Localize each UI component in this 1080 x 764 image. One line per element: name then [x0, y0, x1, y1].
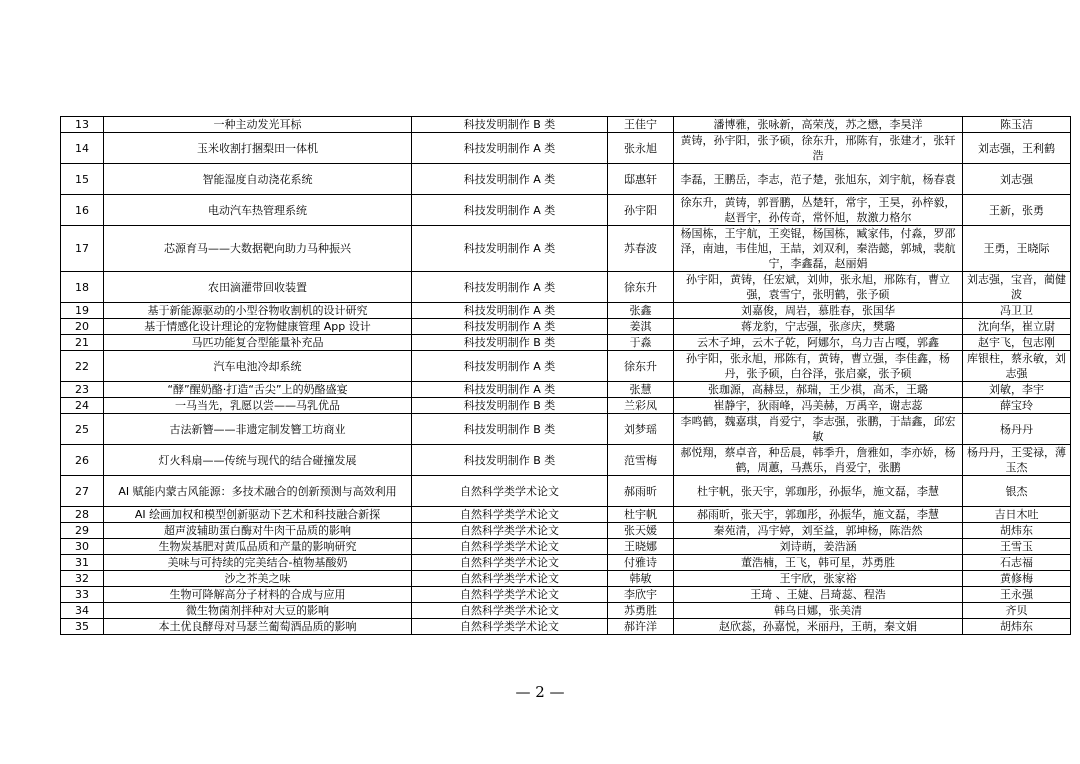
table-row: [61, 587, 1071, 603]
table-row: [61, 382, 1071, 398]
table-row: [61, 414, 1071, 445]
advisor-cell: 胡炜东: [963, 619, 1071, 635]
members-cell: 赵欣蕊，孙嘉悦，米丽丹，王萌，秦文娟: [674, 619, 963, 635]
leader-cell: 杜宇帆: [608, 507, 674, 523]
table-row: [61, 195, 1071, 226]
advisor-cell: 陈玉洁: [963, 117, 1071, 133]
table-row: [61, 351, 1071, 382]
category-cell: 自然科学类学术论文: [412, 571, 608, 587]
project-title-cell: 农田滴灌带回收装置: [104, 272, 412, 303]
members-cell: 王琦 、王婕、吕琦蕊、程浩: [674, 587, 963, 603]
project-title-cell: “酵”醒奶酪·打造“舌尖”上的奶酪盛宴: [104, 382, 412, 398]
table-row: [61, 507, 1071, 523]
leader-cell: 于淼: [608, 335, 674, 351]
leader-cell: 苏勇胜: [608, 603, 674, 619]
category-cell: 自然科学类学术论文: [412, 507, 608, 523]
advisor-cell: 王勇，王晓际: [963, 226, 1071, 272]
project-title-cell: 基于情感化设计理论的宠物健康管理 App 设计: [104, 319, 412, 335]
leader-cell: 付雅诗: [608, 555, 674, 571]
table-row: [61, 523, 1071, 539]
category-cell: 自然科学类学术论文: [412, 523, 608, 539]
project-title-cell: 一马当先，乳愿以尝——马乳优品: [104, 398, 412, 414]
members-cell: 李磊，王鹏岳，李志，范子楚，张旭东，刘宇航，杨春袁: [674, 164, 963, 195]
row-number-cell: 35: [61, 619, 104, 635]
leader-cell: 张鑫: [608, 303, 674, 319]
advisor-cell: 胡炜东: [963, 523, 1071, 539]
category-cell: 自然科学类学术论文: [412, 603, 608, 619]
table-row: [61, 619, 1071, 635]
row-number-cell: 22: [61, 351, 104, 382]
members-cell: 秦苑清，冯宇婷，刘至益，郭坤杨，陈浩然: [674, 523, 963, 539]
category-cell: 科技发明制作 A 类: [412, 303, 608, 319]
category-cell: 科技发明制作 B 类: [412, 398, 608, 414]
table-row: [61, 445, 1071, 476]
project-title-cell: 一种主动发光耳标: [104, 117, 412, 133]
table-row: [61, 117, 1071, 133]
category-cell: 科技发明制作 A 类: [412, 272, 608, 303]
project-title-cell: 生物可降解高分子材料的合成与应用: [104, 587, 412, 603]
advisor-cell: 王雪玉: [963, 539, 1071, 555]
row-number-cell: 27: [61, 476, 104, 507]
project-title-cell: 智能湿度自动浇花系统: [104, 164, 412, 195]
advisor-cell: 黄修梅: [963, 571, 1071, 587]
members-cell: 云木子坤，云木子乾，阿娜尔，乌力吉占嘎，郭鑫: [674, 335, 963, 351]
category-cell: 自然科学类学术论文: [412, 476, 608, 507]
leader-cell: 姜淇: [608, 319, 674, 335]
leader-cell: 韩敏: [608, 571, 674, 587]
project-title-cell: 汽车电池冷却系统: [104, 351, 412, 382]
row-number-cell: 31: [61, 555, 104, 571]
row-number-cell: 18: [61, 272, 104, 303]
table-row: [61, 539, 1071, 555]
category-cell: 科技发明制作 B 类: [412, 117, 608, 133]
leader-cell: 苏春波: [608, 226, 674, 272]
project-title-cell: 生物炭基肥对黄瓜品质和产量的影响研究: [104, 539, 412, 555]
leader-cell: 张慧: [608, 382, 674, 398]
table-row: [61, 398, 1071, 414]
table-row: [61, 272, 1071, 303]
members-cell: 杜宇帆，张天宇，郭珈彤，孙振华，施文磊，李慧: [674, 476, 963, 507]
row-number-cell: 21: [61, 335, 104, 351]
members-cell: 杨国栋，王宇航，王奕锟，杨国栋，臧家伟，付淼，罗邵泽，南迪，韦佳旭，王喆，刘双利，秦浩懿，郭城，裴航宁，李鑫磊，赵丽娟: [674, 226, 963, 272]
row-number-cell: 32: [61, 571, 104, 587]
category-cell: 科技发明制作 A 类: [412, 133, 608, 164]
members-cell: 孙宇阳，张永旭，邢陈有，黄铸，曹立强，李佳鑫，杨丹，张予硕，白谷泽，张启豪，张予硕: [674, 351, 963, 382]
category-cell: 科技发明制作 A 类: [412, 351, 608, 382]
category-cell: 科技发明制作 B 类: [412, 335, 608, 351]
table-row: [61, 476, 1071, 507]
leader-cell: 郝许洋: [608, 619, 674, 635]
leader-cell: 李欣宇: [608, 587, 674, 603]
members-cell: 韩乌日娜，张美清: [674, 603, 963, 619]
row-number-cell: 28: [61, 507, 104, 523]
members-cell: 潘博雅，张咏新，高荣茂，苏之懋，李昊洋: [674, 117, 963, 133]
project-title-cell: AI 绘画加权和模型创新驱动下艺术和科技融合新探: [104, 507, 412, 523]
category-cell: 科技发明制作 A 类: [412, 195, 608, 226]
advisor-cell: 刘志强: [963, 164, 1071, 195]
table-row: [61, 303, 1071, 319]
members-cell: 崔静宇，狄雨峰，冯美赫，万禹辛，谢志蕊: [674, 398, 963, 414]
table-row: [61, 319, 1071, 335]
category-cell: 科技发明制作 B 类: [412, 445, 608, 476]
leader-cell: 邸惠轩: [608, 164, 674, 195]
category-cell: 自然科学类学术论文: [412, 619, 608, 635]
members-cell: 刘诗萌，姜浩涵: [674, 539, 963, 555]
members-cell: 郝悦翔，蔡卓音，种岳晨，韩季升，詹雅如，李亦娇，杨鹤，周蕙，马燕乐，肖爱宁，张鹏: [674, 445, 963, 476]
advisor-cell: 银杰: [963, 476, 1071, 507]
members-cell: 孙宇阳，黄铸，任宏斌，刘帅，张永旭，邢陈有，曹立强，袁雪宁，张明鹤，张予硕: [674, 272, 963, 303]
project-title-cell: 芯源育马——大数据靶向助力马种振兴: [104, 226, 412, 272]
row-number-cell: 33: [61, 587, 104, 603]
advisor-cell: 沈向华，崔立尉: [963, 319, 1071, 335]
advisor-cell: 齐贝: [963, 603, 1071, 619]
page-number: — 2 —: [515, 683, 565, 701]
project-title-cell: 马匹功能复合型能量补充品: [104, 335, 412, 351]
project-title-cell: 电动汽车热管理系统: [104, 195, 412, 226]
leader-cell: 张天媛: [608, 523, 674, 539]
entries-table: [60, 116, 1071, 635]
members-cell: 董浩楠，王飞，韩可星，苏勇胜: [674, 555, 963, 571]
table-row: [61, 603, 1071, 619]
advisor-cell: 王永强: [963, 587, 1071, 603]
table-row: [61, 555, 1071, 571]
category-cell: 科技发明制作 A 类: [412, 226, 608, 272]
row-number-cell: 23: [61, 382, 104, 398]
table-row: [61, 226, 1071, 272]
leader-cell: 张永旭: [608, 133, 674, 164]
entries-table-body: [61, 117, 1071, 635]
members-cell: 张珈源，高赫昱，郝瑞，王少祺，高禾，王璐: [674, 382, 963, 398]
row-number-cell: 13: [61, 117, 104, 133]
project-title-cell: 古法新簪——非遗定制发簪工坊商业: [104, 414, 412, 445]
category-cell: 自然科学类学术论文: [412, 555, 608, 571]
project-title-cell: 玉米收割打捆梨田一体机: [104, 133, 412, 164]
advisor-cell: 赵宇飞，包志刚: [963, 335, 1071, 351]
leader-cell: 孙宇阳: [608, 195, 674, 226]
project-title-cell: 超声波辅助蛋白酶对牛肉干品质的影响: [104, 523, 412, 539]
row-number-cell: 29: [61, 523, 104, 539]
advisor-cell: 库银柱，蔡永敏，刘志强: [963, 351, 1071, 382]
project-title-cell: 沙之芥美之味: [104, 571, 412, 587]
row-number-cell: 20: [61, 319, 104, 335]
category-cell: 自然科学类学术论文: [412, 587, 608, 603]
advisor-cell: 杨丹丹，王雯禄，薄玉杰: [963, 445, 1071, 476]
table-row: [61, 571, 1071, 587]
members-cell: 黄铸，孙宇阳，张予硕，徐东升，邢陈有，张建才，张轩浩: [674, 133, 963, 164]
project-title-cell: 微生物菌剂拌种对大豆的影响: [104, 603, 412, 619]
members-cell: 刘嘉俊，周岩，慕胜春，张国华: [674, 303, 963, 319]
category-cell: 自然科学类学术论文: [412, 539, 608, 555]
row-number-cell: 25: [61, 414, 104, 445]
members-cell: 蒋龙豹，宁志强，张彦庆，樊璐: [674, 319, 963, 335]
row-number-cell: 30: [61, 539, 104, 555]
advisor-cell: 刘志强，王利鹤: [963, 133, 1071, 164]
row-number-cell: 34: [61, 603, 104, 619]
leader-cell: 刘梦瑶: [608, 414, 674, 445]
advisor-cell: 石志福: [963, 555, 1071, 571]
table-row: [61, 335, 1071, 351]
leader-cell: 范雪梅: [608, 445, 674, 476]
members-cell: 王宇欣，张家裕: [674, 571, 963, 587]
category-cell: 科技发明制作 B 类: [412, 414, 608, 445]
members-cell: 郝雨昕，张天宇，郭珈彤，孙振华，施文磊，李慧: [674, 507, 963, 523]
members-cell: 徐东升，黄铸，郭晋鹏，丛楚轩，常宇，王昊，孙梓毅，赵晋宇，孙传奇，常怀旭，敖激力格尔: [674, 195, 963, 226]
leader-cell: 徐东升: [608, 351, 674, 382]
project-title-cell: 灯火科扇——传统与现代的结合碰撞发展: [104, 445, 412, 476]
row-number-cell: 14: [61, 133, 104, 164]
leader-cell: 郝雨昕: [608, 476, 674, 507]
row-number-cell: 26: [61, 445, 104, 476]
project-title-cell: 美味与可持续的完美结合-植物基酸奶: [104, 555, 412, 571]
row-number-cell: 19: [61, 303, 104, 319]
leader-cell: 王佳宁: [608, 117, 674, 133]
category-cell: 科技发明制作 A 类: [412, 164, 608, 195]
advisor-cell: 刘志强，宝音，蔺健波: [963, 272, 1071, 303]
leader-cell: 兰彩凤: [608, 398, 674, 414]
category-cell: 科技发明制作 A 类: [412, 319, 608, 335]
advisor-cell: 薛宝玲: [963, 398, 1071, 414]
category-cell: 科技发明制作 A 类: [412, 382, 608, 398]
advisor-cell: 杨丹丹: [963, 414, 1071, 445]
project-title-cell: 基于新能源驱动的小型谷物收割机的设计研究: [104, 303, 412, 319]
advisor-cell: 刘敏，李宇: [963, 382, 1071, 398]
row-number-cell: 17: [61, 226, 104, 272]
advisor-cell: 冯卫卫: [963, 303, 1071, 319]
leader-cell: 徐东升: [608, 272, 674, 303]
row-number-cell: 16: [61, 195, 104, 226]
project-title-cell: 本土优良酵母对马瑟兰葡萄酒品质的影响: [104, 619, 412, 635]
members-cell: 李鸣鹤，魏嘉琪，肖爱宁，李志强，张鹏，于喆鑫，邱宏敏: [674, 414, 963, 445]
table-row: [61, 164, 1071, 195]
row-number-cell: 15: [61, 164, 104, 195]
project-title-cell: AI 赋能内蒙古风能源：多技术融合的创新预测与高效利用: [104, 476, 412, 507]
table-row: [61, 133, 1071, 164]
row-number-cell: 24: [61, 398, 104, 414]
advisor-cell: 吉日木吐: [963, 507, 1071, 523]
leader-cell: 王晓娜: [608, 539, 674, 555]
advisor-cell: 王新，张勇: [963, 195, 1071, 226]
